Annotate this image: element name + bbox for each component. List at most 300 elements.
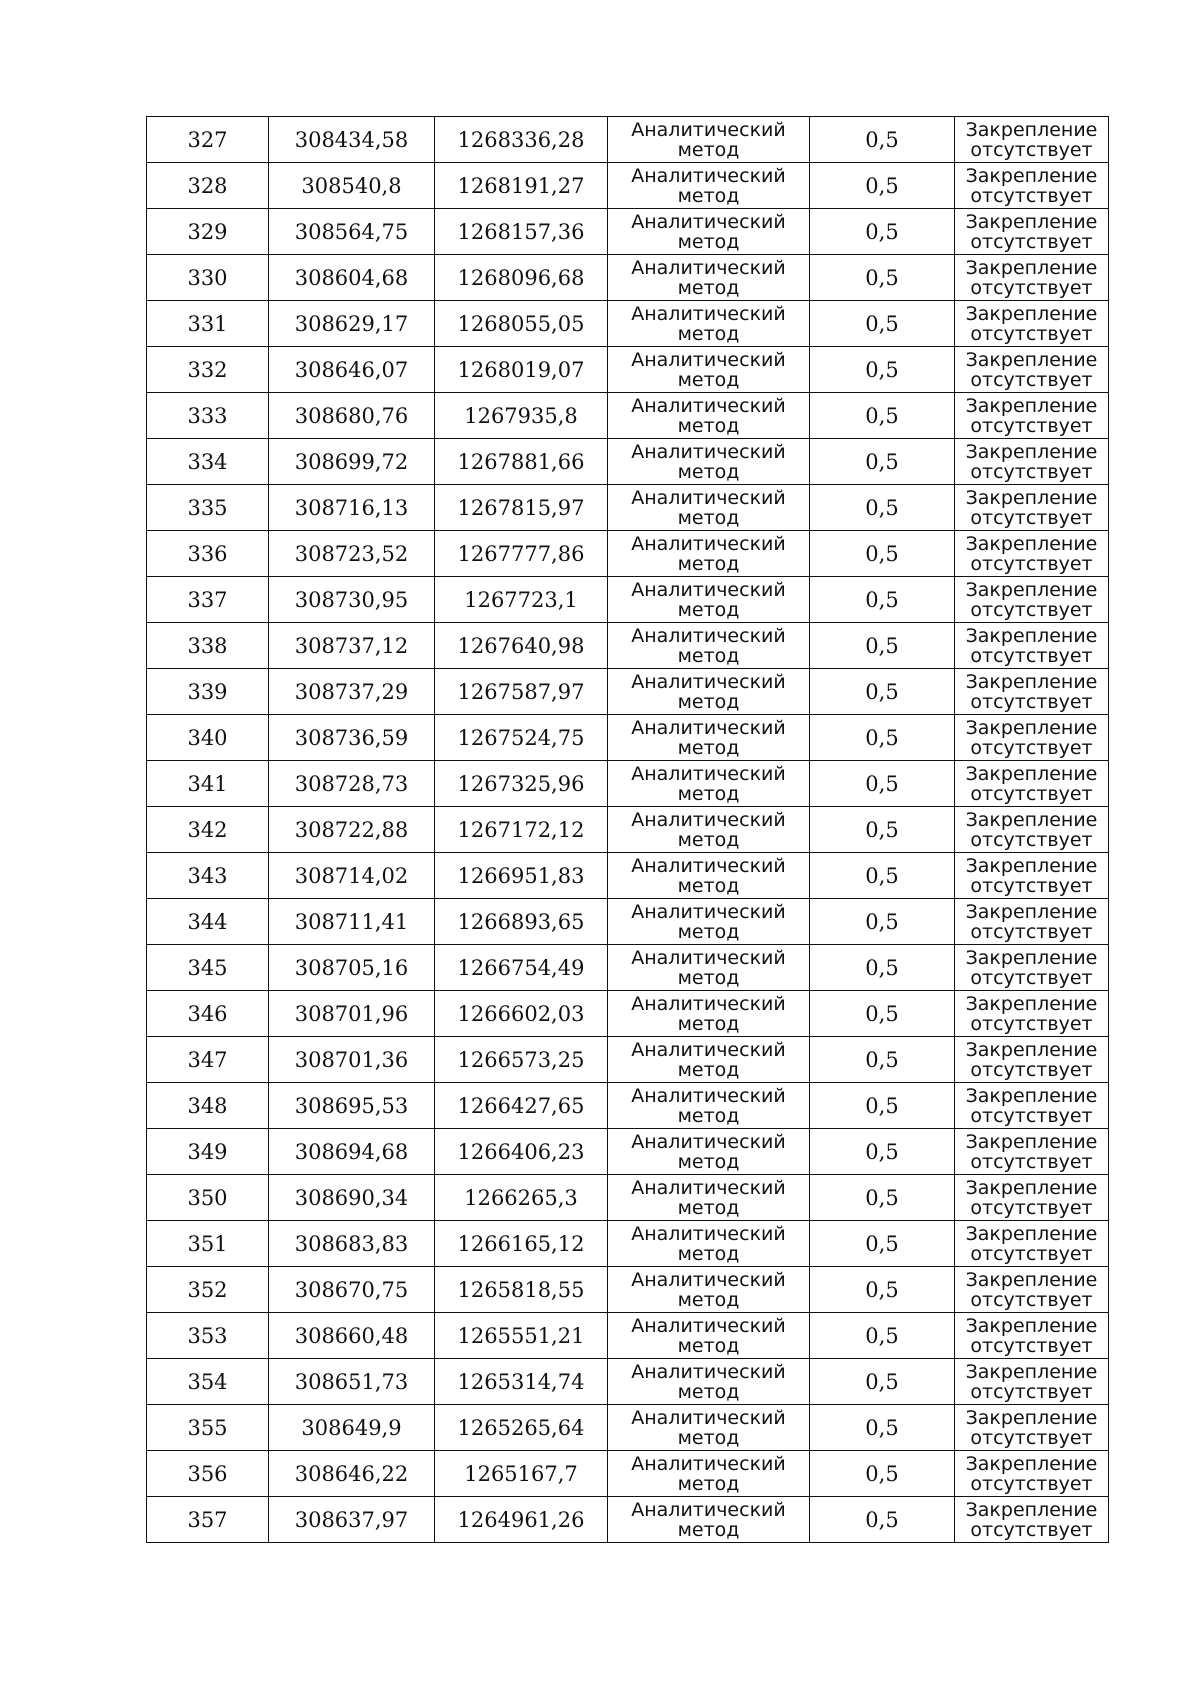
table-row	[147, 623, 1109, 669]
table-row	[147, 1037, 1109, 1083]
fixing-cell	[955, 393, 1109, 439]
error-cell: 0,5	[810, 1221, 955, 1267]
fixing-cell-line: Закрепление	[965, 670, 1098, 693]
fixing-cell-line: отсутствует	[970, 966, 1093, 989]
y-coordinate-cell: 1267524,75	[435, 715, 608, 761]
y-coordinate-cell: 1267640,98	[435, 623, 608, 669]
method-cell-line: метод	[677, 598, 740, 621]
method-cell-line: Аналитический	[631, 578, 786, 601]
fixing-cell-line: отсутствует	[970, 1242, 1093, 1265]
method-cell-line: Аналитический	[631, 532, 786, 555]
method-cell	[608, 1175, 810, 1221]
error-cell: 0,5	[810, 347, 955, 393]
fixing-cell-line: отсутствует	[970, 782, 1093, 805]
fixing-cell	[955, 1451, 1109, 1497]
y-coordinate-cell: 1267815,97	[435, 485, 608, 531]
y-coordinate-cell: 1268019,07	[435, 347, 608, 393]
fixing-cell	[955, 577, 1109, 623]
method-cell-line: метод	[677, 828, 740, 851]
method-cell	[608, 577, 810, 623]
method-cell-line: метод	[677, 322, 740, 345]
method-cell-line: метод	[677, 1012, 740, 1035]
method-cell-line: Аналитический	[631, 1038, 786, 1061]
method-cell-line: метод	[677, 1380, 740, 1403]
method-cell-line: метод	[677, 690, 740, 713]
table-row	[147, 1497, 1109, 1543]
method-cell	[608, 347, 810, 393]
y-coordinate-cell: 1265551,21	[435, 1313, 608, 1359]
error-cell: 0,5	[810, 761, 955, 807]
y-coordinate-cell: 1266893,65	[435, 899, 608, 945]
method-cell-line: Аналитический	[631, 808, 786, 831]
fixing-cell	[955, 301, 1109, 347]
point-number-cell: 352	[147, 1267, 269, 1313]
y-coordinate-cell: 1265314,74	[435, 1359, 608, 1405]
fixing-cell-line: отсутствует	[970, 874, 1093, 897]
method-cell-line: метод	[677, 1058, 740, 1081]
method-cell	[608, 439, 810, 485]
table-row	[147, 1451, 1109, 1497]
point-number-cell: 332	[147, 347, 269, 393]
method-cell-line: Аналитический	[631, 1130, 786, 1153]
y-coordinate-cell: 1267881,66	[435, 439, 608, 485]
table-row	[147, 1405, 1109, 1451]
fixing-cell-line: отсутствует	[970, 414, 1093, 437]
method-cell	[608, 715, 810, 761]
table-row	[147, 1313, 1109, 1359]
fixing-cell-line: Закрепление	[965, 118, 1098, 141]
point-number-cell: 351	[147, 1221, 269, 1267]
x-coordinate-cell: 308660,48	[269, 1313, 435, 1359]
fixing-cell-line: отсутствует	[970, 644, 1093, 667]
y-coordinate-cell: 1267587,97	[435, 669, 608, 715]
point-number-cell: 334	[147, 439, 269, 485]
x-coordinate-cell: 308722,88	[269, 807, 435, 853]
x-coordinate-cell: 308680,76	[269, 393, 435, 439]
x-coordinate-cell: 308701,36	[269, 1037, 435, 1083]
x-coordinate-cell: 308701,96	[269, 991, 435, 1037]
table-row	[147, 393, 1109, 439]
fixing-cell	[955, 761, 1109, 807]
x-coordinate-cell: 308646,22	[269, 1451, 435, 1497]
fixing-cell-line: Закрепление	[965, 302, 1098, 325]
fixing-cell-line: отсутствует	[970, 1288, 1093, 1311]
fixing-cell-line: отсутствует	[970, 690, 1093, 713]
method-cell-line: метод	[677, 276, 740, 299]
fixing-cell-line: Закрепление	[965, 348, 1098, 371]
fixing-cell	[955, 623, 1109, 669]
fixing-cell	[955, 1405, 1109, 1451]
y-coordinate-cell: 1268191,27	[435, 163, 608, 209]
method-cell-line: метод	[677, 1196, 740, 1219]
fixing-cell-line: Закрепление	[965, 1314, 1098, 1337]
table-row	[147, 1129, 1109, 1175]
y-coordinate-cell: 1267172,12	[435, 807, 608, 853]
error-cell: 0,5	[810, 1129, 955, 1175]
table-row	[147, 485, 1109, 531]
x-coordinate-cell: 308651,73	[269, 1359, 435, 1405]
x-coordinate-cell: 308637,97	[269, 1497, 435, 1543]
error-cell: 0,5	[810, 531, 955, 577]
x-coordinate-cell: 308716,13	[269, 485, 435, 531]
table-row	[147, 347, 1109, 393]
method-cell-line: Аналитический	[631, 440, 786, 463]
fixing-cell-line: отсутствует	[970, 736, 1093, 759]
x-coordinate-cell: 308728,73	[269, 761, 435, 807]
fixing-cell-line: Закрепление	[965, 532, 1098, 555]
table-row	[147, 209, 1109, 255]
x-coordinate-cell: 308434,58	[269, 117, 435, 163]
method-cell-line: метод	[677, 368, 740, 391]
fixing-cell	[955, 991, 1109, 1037]
x-coordinate-cell: 308736,59	[269, 715, 435, 761]
method-cell	[608, 1451, 810, 1497]
x-coordinate-cell: 308564,75	[269, 209, 435, 255]
fixing-cell-line: отсутствует	[970, 1104, 1093, 1127]
method-cell-line: Аналитический	[631, 486, 786, 509]
x-coordinate-cell: 308604,68	[269, 255, 435, 301]
table-row	[147, 1175, 1109, 1221]
error-cell: 0,5	[810, 255, 955, 301]
table-row	[147, 163, 1109, 209]
method-cell	[608, 117, 810, 163]
fixing-cell-line: отсутствует	[970, 828, 1093, 851]
y-coordinate-cell: 1267723,1	[435, 577, 608, 623]
method-cell	[608, 255, 810, 301]
fixing-cell-line: отсутствует	[970, 1058, 1093, 1081]
method-cell-line: метод	[677, 920, 740, 943]
method-cell-line: метод	[677, 1104, 740, 1127]
method-cell-line: метод	[677, 230, 740, 253]
fixing-cell-line: Закрепление	[965, 210, 1098, 233]
point-number-cell: 342	[147, 807, 269, 853]
fixing-cell-line: Закрепление	[965, 164, 1098, 187]
fixing-cell	[955, 945, 1109, 991]
point-number-cell: 339	[147, 669, 269, 715]
fixing-cell-line: Закрепление	[965, 1498, 1098, 1521]
fixing-cell-line: Закрепление	[965, 578, 1098, 601]
point-number-cell: 346	[147, 991, 269, 1037]
fixing-cell-line: Закрепление	[965, 440, 1098, 463]
error-cell: 0,5	[810, 1267, 955, 1313]
fixing-cell-line: отсутствует	[970, 368, 1093, 391]
method-cell-line: Аналитический	[631, 670, 786, 693]
fixing-cell-line: Закрепление	[965, 1038, 1098, 1061]
method-cell	[608, 623, 810, 669]
method-cell	[608, 485, 810, 531]
y-coordinate-cell: 1267325,96	[435, 761, 608, 807]
method-cell-line: метод	[677, 1288, 740, 1311]
method-cell-line: Аналитический	[631, 1498, 786, 1521]
table-row	[147, 1221, 1109, 1267]
method-cell	[608, 1267, 810, 1313]
method-cell	[608, 1083, 810, 1129]
x-coordinate-cell: 308723,52	[269, 531, 435, 577]
error-cell: 0,5	[810, 1451, 955, 1497]
fixing-cell-line: отсутствует	[970, 1334, 1093, 1357]
method-cell-line: Аналитический	[631, 1314, 786, 1337]
point-number-cell: 329	[147, 209, 269, 255]
method-cell-line: метод	[677, 1426, 740, 1449]
fixing-cell	[955, 853, 1109, 899]
method-cell-line: метод	[677, 1472, 740, 1495]
fixing-cell	[955, 531, 1109, 577]
method-cell-line: метод	[677, 414, 740, 437]
fixing-cell-line: Закрепление	[965, 946, 1098, 969]
fixing-cell	[955, 1359, 1109, 1405]
fixing-cell-line: Закрепление	[965, 394, 1098, 417]
method-cell-line: Аналитический	[631, 624, 786, 647]
table-row	[147, 899, 1109, 945]
method-cell-line: метод	[677, 874, 740, 897]
fixing-cell-line: Закрепление	[965, 1084, 1098, 1107]
coordinates-table-body	[147, 117, 1109, 1543]
method-cell-line: Аналитический	[631, 1360, 786, 1383]
y-coordinate-cell: 1266754,49	[435, 945, 608, 991]
error-cell: 0,5	[810, 623, 955, 669]
point-number-cell: 353	[147, 1313, 269, 1359]
method-cell	[608, 669, 810, 715]
y-coordinate-cell: 1264961,26	[435, 1497, 608, 1543]
error-cell: 0,5	[810, 1037, 955, 1083]
method-cell-line: метод	[677, 506, 740, 529]
method-cell-line: Аналитический	[631, 900, 786, 923]
fixing-cell	[955, 899, 1109, 945]
method-cell	[608, 1359, 810, 1405]
error-cell: 0,5	[810, 715, 955, 761]
point-number-cell: 345	[147, 945, 269, 991]
x-coordinate-cell: 308737,12	[269, 623, 435, 669]
table-row	[147, 255, 1109, 301]
y-coordinate-cell: 1266573,25	[435, 1037, 608, 1083]
error-cell: 0,5	[810, 1175, 955, 1221]
point-number-cell: 344	[147, 899, 269, 945]
method-cell-line: метод	[677, 782, 740, 805]
x-coordinate-cell: 308737,29	[269, 669, 435, 715]
point-number-cell: 356	[147, 1451, 269, 1497]
y-coordinate-cell: 1266951,83	[435, 853, 608, 899]
table-row	[147, 853, 1109, 899]
method-cell	[608, 393, 810, 439]
point-number-cell: 327	[147, 117, 269, 163]
fixing-cell-line: отсутствует	[970, 1426, 1093, 1449]
method-cell-line: Аналитический	[631, 394, 786, 417]
point-number-cell: 355	[147, 1405, 269, 1451]
x-coordinate-cell: 308699,72	[269, 439, 435, 485]
method-cell	[608, 853, 810, 899]
method-cell	[608, 301, 810, 347]
error-cell: 0,5	[810, 577, 955, 623]
fixing-cell	[955, 1083, 1109, 1129]
fixing-cell	[955, 347, 1109, 393]
error-cell: 0,5	[810, 301, 955, 347]
error-cell: 0,5	[810, 807, 955, 853]
error-cell: 0,5	[810, 1405, 955, 1451]
fixing-cell	[955, 1221, 1109, 1267]
x-coordinate-cell: 308730,95	[269, 577, 435, 623]
fixing-cell-line: отсутствует	[970, 552, 1093, 575]
fixing-cell	[955, 1175, 1109, 1221]
error-cell: 0,5	[810, 1083, 955, 1129]
method-cell-line: Аналитический	[631, 992, 786, 1015]
point-number-cell: 333	[147, 393, 269, 439]
point-number-cell: 330	[147, 255, 269, 301]
method-cell	[608, 1405, 810, 1451]
point-number-cell: 357	[147, 1497, 269, 1543]
method-cell-line: Аналитический	[631, 164, 786, 187]
fixing-cell-line: отсутствует	[970, 322, 1093, 345]
fixing-cell-line: Закрепление	[965, 1452, 1098, 1475]
method-cell-line: метод	[677, 966, 740, 989]
fixing-cell-line: отсутствует	[970, 184, 1093, 207]
point-number-cell: 348	[147, 1083, 269, 1129]
method-cell	[608, 1497, 810, 1543]
coordinates-table	[146, 116, 1109, 1543]
fixing-cell-line: Закрепление	[965, 486, 1098, 509]
fixing-cell	[955, 117, 1109, 163]
method-cell-line: метод	[677, 184, 740, 207]
method-cell-line: Аналитический	[631, 946, 786, 969]
x-coordinate-cell: 308670,75	[269, 1267, 435, 1313]
fixing-cell-line: Закрепление	[965, 1176, 1098, 1199]
point-number-cell: 335	[147, 485, 269, 531]
table-row	[147, 715, 1109, 761]
method-cell	[608, 163, 810, 209]
table-row	[147, 761, 1109, 807]
method-cell	[608, 1037, 810, 1083]
method-cell	[608, 899, 810, 945]
fixing-cell-line: Закрепление	[965, 624, 1098, 647]
y-coordinate-cell: 1266265,3	[435, 1175, 608, 1221]
fixing-cell	[955, 1313, 1109, 1359]
point-number-cell: 347	[147, 1037, 269, 1083]
point-number-cell: 341	[147, 761, 269, 807]
y-coordinate-cell: 1267777,86	[435, 531, 608, 577]
table-row	[147, 1359, 1109, 1405]
method-cell-line: Аналитический	[631, 118, 786, 141]
fixing-cell-line: Закрепление	[965, 1130, 1098, 1153]
fixing-cell-line: отсутствует	[970, 506, 1093, 529]
table-row	[147, 531, 1109, 577]
error-cell: 0,5	[810, 1497, 955, 1543]
y-coordinate-cell: 1266427,65	[435, 1083, 608, 1129]
method-cell-line: метод	[677, 1334, 740, 1357]
method-cell	[608, 1221, 810, 1267]
method-cell	[608, 807, 810, 853]
point-number-cell: 331	[147, 301, 269, 347]
y-coordinate-cell: 1268096,68	[435, 255, 608, 301]
table-row	[147, 945, 1109, 991]
point-number-cell: 349	[147, 1129, 269, 1175]
y-coordinate-cell: 1266165,12	[435, 1221, 608, 1267]
error-cell: 0,5	[810, 853, 955, 899]
fixing-cell-line: отсутствует	[970, 1196, 1093, 1219]
fixing-cell	[955, 1129, 1109, 1175]
fixing-cell-line: Закрепление	[965, 716, 1098, 739]
x-coordinate-cell: 308705,16	[269, 945, 435, 991]
error-cell: 0,5	[810, 117, 955, 163]
point-number-cell: 336	[147, 531, 269, 577]
fixing-cell-line: Закрепление	[965, 1222, 1098, 1245]
fixing-cell	[955, 209, 1109, 255]
method-cell-line: Аналитический	[631, 256, 786, 279]
fixing-cell-line: Закрепление	[965, 900, 1098, 923]
method-cell	[608, 945, 810, 991]
method-cell-line: Аналитический	[631, 1452, 786, 1475]
fixing-cell-line: Закрепление	[965, 1360, 1098, 1383]
fixing-cell-line: Закрепление	[965, 762, 1098, 785]
y-coordinate-cell: 1268055,05	[435, 301, 608, 347]
method-cell-line: Аналитический	[631, 854, 786, 877]
fixing-cell	[955, 1037, 1109, 1083]
fixing-cell-line: отсутствует	[970, 276, 1093, 299]
error-cell: 0,5	[810, 485, 955, 531]
point-number-cell: 350	[147, 1175, 269, 1221]
point-number-cell: 340	[147, 715, 269, 761]
table-row	[147, 301, 1109, 347]
method-cell-line: метод	[677, 1150, 740, 1173]
x-coordinate-cell: 308649,9	[269, 1405, 435, 1451]
fixing-cell	[955, 669, 1109, 715]
table-row	[147, 1267, 1109, 1313]
y-coordinate-cell: 1268336,28	[435, 117, 608, 163]
fixing-cell-line: Закрепление	[965, 1406, 1098, 1429]
fixing-cell	[955, 439, 1109, 485]
method-cell-line: метод	[677, 138, 740, 161]
fixing-cell	[955, 485, 1109, 531]
y-coordinate-cell: 1267935,8	[435, 393, 608, 439]
x-coordinate-cell: 308690,34	[269, 1175, 435, 1221]
fixing-cell-line: отсутствует	[970, 598, 1093, 621]
point-number-cell: 354	[147, 1359, 269, 1405]
error-cell: 0,5	[810, 1359, 955, 1405]
method-cell-line: метод	[677, 1518, 740, 1541]
x-coordinate-cell: 308540,8	[269, 163, 435, 209]
fixing-cell-line: отсутствует	[970, 460, 1093, 483]
error-cell: 0,5	[810, 1313, 955, 1359]
error-cell: 0,5	[810, 163, 955, 209]
table-row	[147, 991, 1109, 1037]
method-cell-line: метод	[677, 552, 740, 575]
y-coordinate-cell: 1266602,03	[435, 991, 608, 1037]
y-coordinate-cell: 1266406,23	[435, 1129, 608, 1175]
method-cell	[608, 209, 810, 255]
method-cell	[608, 991, 810, 1037]
fixing-cell	[955, 255, 1109, 301]
table-row	[147, 577, 1109, 623]
fixing-cell-line: отсутствует	[970, 138, 1093, 161]
fixing-cell-line: отсутствует	[970, 230, 1093, 253]
fixing-cell-line: Закрепление	[965, 1268, 1098, 1291]
error-cell: 0,5	[810, 991, 955, 1037]
method-cell-line: Аналитический	[631, 1084, 786, 1107]
method-cell-line: Аналитический	[631, 1406, 786, 1429]
x-coordinate-cell: 308695,53	[269, 1083, 435, 1129]
table-row	[147, 1083, 1109, 1129]
fixing-cell-line: Закрепление	[965, 256, 1098, 279]
method-cell-line: Аналитический	[631, 762, 786, 785]
y-coordinate-cell: 1265265,64	[435, 1405, 608, 1451]
table-row	[147, 807, 1109, 853]
method-cell-line: Аналитический	[631, 210, 786, 233]
fixing-cell-line: отсутствует	[970, 1472, 1093, 1495]
table-row	[147, 669, 1109, 715]
y-coordinate-cell: 1265818,55	[435, 1267, 608, 1313]
method-cell-line: метод	[677, 644, 740, 667]
fixing-cell-line: отсутствует	[970, 1380, 1093, 1403]
point-number-cell: 328	[147, 163, 269, 209]
error-cell: 0,5	[810, 439, 955, 485]
